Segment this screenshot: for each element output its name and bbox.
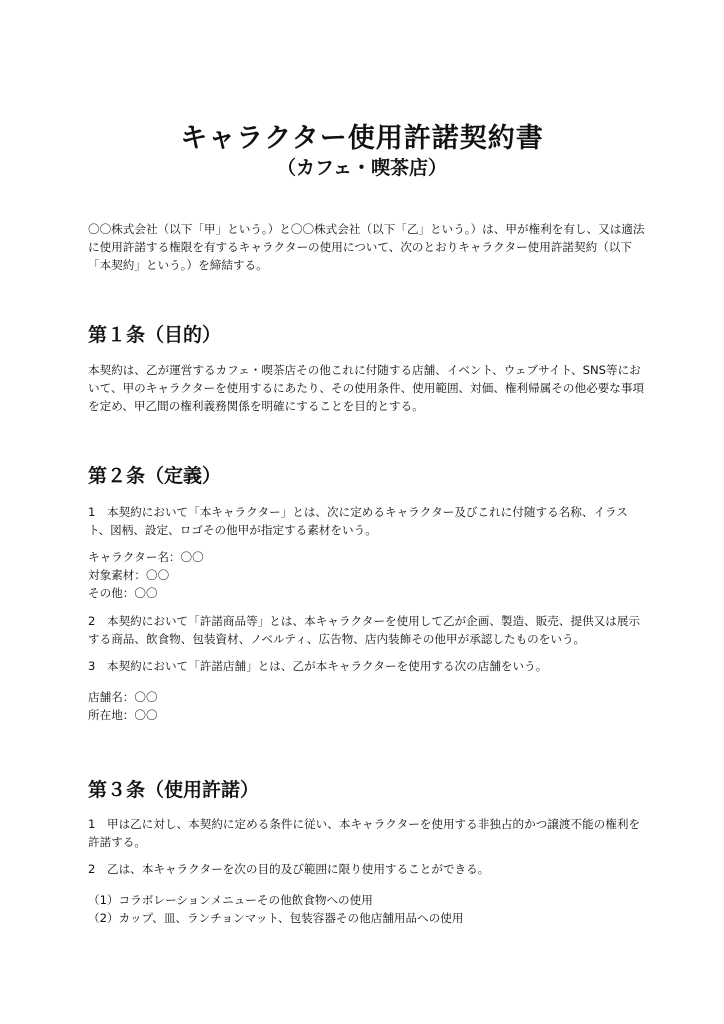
location-line: 所在地：〇〇 bbox=[88, 708, 158, 722]
article-2-item-3: 3 本契約において「許諾店舗」とは、乙が本キャラクターを使用する次の店舗をいう。 bbox=[88, 659, 548, 673]
preamble-paragraph: 〇〇株式会社（以下「甲」という。）と〇〇株式会社（以下「乙」という。）は、甲が権利を有し、又は適法に使用許諾する権限を有するキャラクターの使用について、次のとおりキャラクター使用許諾契約（以下「本契約」という。）を締結する。 bbox=[88, 222, 645, 272]
store-name-line: 店舗名：〇〇 bbox=[88, 690, 158, 704]
article-3-item-1: 1 甲は乙に対し、本契約に定める条件に従い、本キャラクターを使用する非独占的かつ譲渡不能の権利を許諾する。 bbox=[88, 817, 641, 849]
article-2-item-1: 1 本契約において「本キャラクター」とは、次に定めるキャラクター及びこれに付随する名称、イラスト、図柄、設定、ロゴその他甲が指定する素材をいう。 bbox=[88, 505, 628, 537]
document-title: キャラクター使用許諾契約書 bbox=[180, 123, 544, 154]
document-subtitle: （カフェ・喫茶店） bbox=[276, 157, 448, 179]
article-2-heading: 第２条（定義） bbox=[88, 465, 222, 487]
article-1-heading: 第１条（目的） bbox=[88, 324, 222, 346]
list-item-1: （1）コラボレーションメニューその他飲食物への使用 bbox=[88, 893, 373, 907]
character-name-line: キャラクター名：〇〇 bbox=[88, 550, 204, 564]
other-line: その他：〇〇 bbox=[88, 586, 158, 600]
article-2-item-2: 2 本契約において「許諾商品等」とは、本キャラクターを使用して乙が企画、製造、販売、提供又は展示する商品、飲食物、包装資材、ノベルティ、広告物、店内装飾その他甲が承認したものをいう。 bbox=[88, 614, 641, 646]
article-3-heading: 第３条（使用許諾） bbox=[88, 779, 260, 801]
article-3-item-2: 2 乙は、本キャラクターを次の目的及び範囲に限り使用することができる。 bbox=[88, 862, 490, 876]
materials-line: 対象素材：〇〇 bbox=[88, 568, 170, 582]
article-1-body: 本契約は、乙が運営するカフェ・喫茶店その他これに付随する店舗、イベント、ウェブサイト、SNS等において、甲のキャラクターを使用するにあたり、その使用条件、使用範囲、対価、権利帰属その他必要な事項を定め、甲乙間の権利義務関係を明確にすることを目的とする。 bbox=[88, 363, 645, 413]
list-item-2: （2）カップ、皿、ランチョンマット、包装容器その他店舗用品への使用 bbox=[88, 911, 464, 925]
